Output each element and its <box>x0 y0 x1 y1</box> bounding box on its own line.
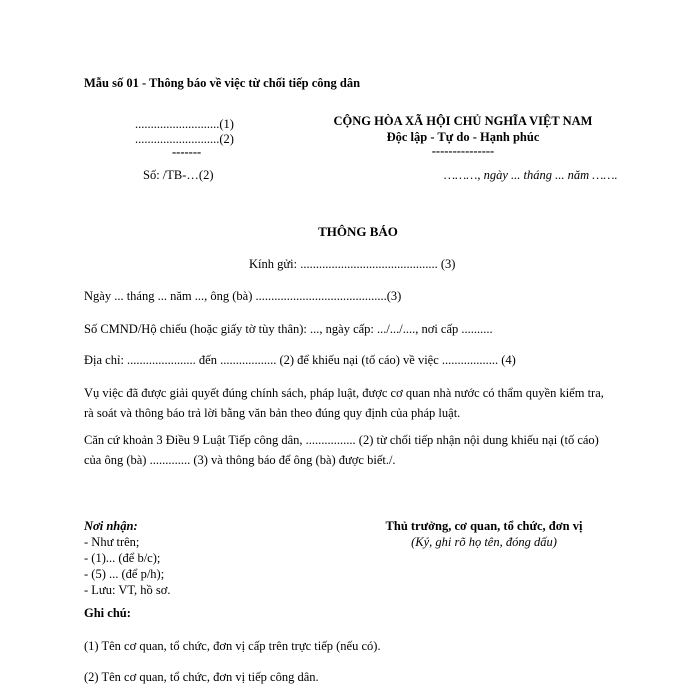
org-line-2: ...........................(2) <box>135 132 234 146</box>
org-line-1: ...........................(1) <box>135 117 234 131</box>
org-divider: ------- <box>172 145 202 159</box>
recipient-item: - (5) ... (để p/h); <box>84 567 165 581</box>
nation-name: CỘNG HÒA XÃ HỘI CHỦ NGHĨA VIỆT NAM <box>333 114 593 128</box>
recipient-item: - Lưu: VT, hồ sơ. <box>84 583 171 597</box>
paragraph-id-document: Số CMND/Hộ chiếu (hoặc giấy tờ tùy thân): ..., ngày cấp: .../.../...., nơi cấp .......... <box>84 322 493 336</box>
paragraph-case-resolved: Vụ việc đã được giải quyết đúng chính sách, pháp luật, được cơ quan nhà nước có thẩm quyền kiểm tra, rà soát và thông báo trả lời bằng văn bản theo đúng quy định của pháp luật. <box>84 386 604 420</box>
national-motto: Độc lập - Tự do - Hạnh phúc <box>386 130 540 144</box>
paragraph-address: Địa chỉ: ...................... đến .................. (2) để khiếu nại (tố cáo) về việc .................. (4) <box>84 353 516 367</box>
signer-title: Thủ trưởng, cơ quan, tổ chức, đơn vị <box>385 519 583 533</box>
document-number: Số: /TB-…(2) <box>143 168 214 182</box>
note-item: (1) Tên cơ quan, tổ chức, đơn vị cấp trên trực tiếp (nếu có). <box>84 639 381 653</box>
recipient-item: - (1)... (để b/c); <box>84 551 161 565</box>
date-line: ………, ngày ... tháng ... năm ……. <box>444 168 618 182</box>
signer-note: (Ký, ghi rõ họ tên, đóng dấu) <box>411 535 557 549</box>
motto-divider: --------------- <box>431 144 495 158</box>
note-item: (2) Tên cơ quan, tổ chức, đơn vị tiếp công dân. <box>84 670 319 684</box>
paragraph-date-person: Ngày ... tháng ... năm ..., ông (bà) ..........................................(3) <box>84 289 402 303</box>
notes-title: Ghi chú: <box>84 606 131 620</box>
recipients-title: Nơi nhận: <box>84 519 138 533</box>
recipient-line: Kính gửi: ............................................ (3) <box>249 257 456 271</box>
form-title: Mẫu số 01 - Thông báo về việc từ chối tiếp công dân <box>84 76 361 90</box>
paragraph-refusal-basis: Căn cứ khoản 3 Điều 9 Luật Tiếp công dân, ................ (2) từ chối tiếp nhận nội dung khiếu nại (tố cáo) của ông (bà) ............. (3) và thông báo để ông (bà) được biết./. <box>84 433 599 467</box>
document-title: THÔNG BÁO <box>318 224 398 239</box>
recipient-item: - Như trên; <box>84 535 140 549</box>
